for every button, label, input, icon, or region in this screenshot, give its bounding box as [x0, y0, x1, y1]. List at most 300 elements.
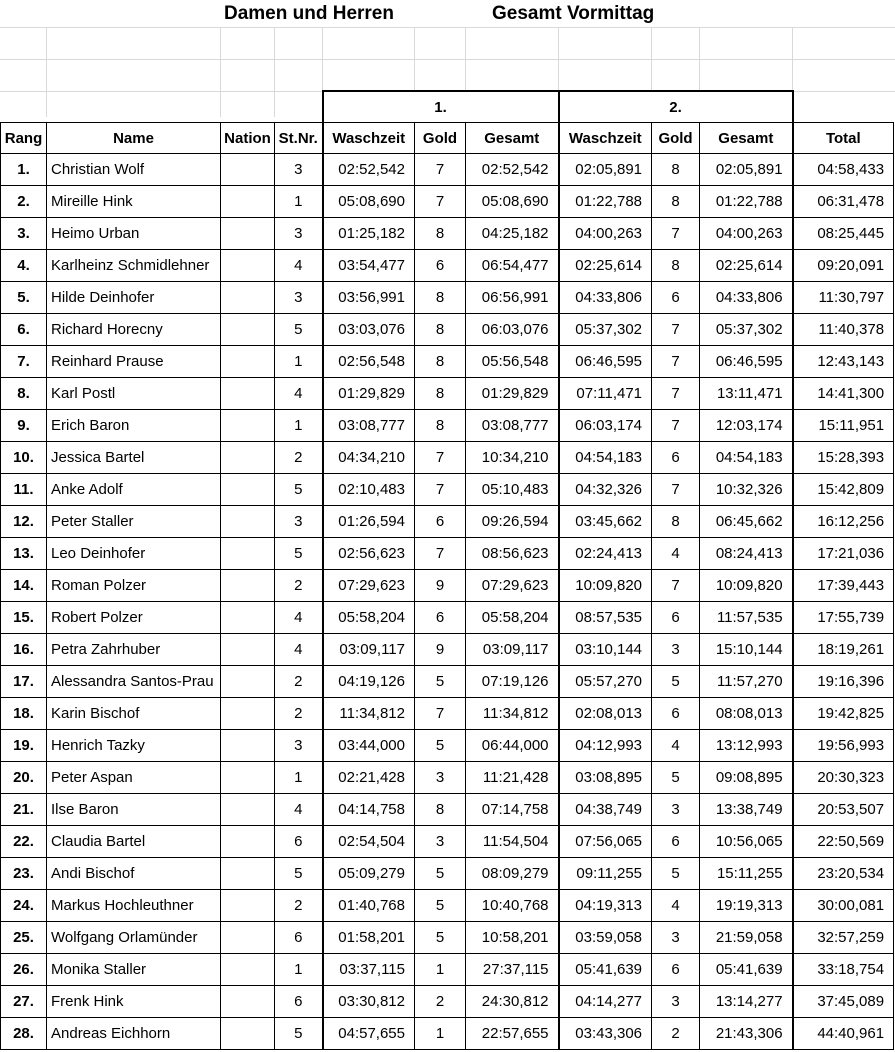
gold-1-cell: 7	[415, 698, 466, 730]
nation-cell	[221, 890, 275, 922]
name-cell: Andreas Eichhorn	[47, 1018, 221, 1050]
gold-2-cell: 7	[652, 474, 700, 506]
header-waschzeit-2: Waschzeit	[559, 123, 652, 154]
waschzeit-1-cell: 11:34,812	[323, 698, 415, 730]
waschzeit-2-cell: 02:25,614	[559, 250, 652, 282]
waschzeit-2-cell: 04:00,263	[559, 218, 652, 250]
waschzeit-2-cell: 09:11,255	[559, 858, 652, 890]
gesamt-1-cell: 06:03,076	[466, 314, 559, 346]
gesamt-1-cell: 05:08,690	[466, 186, 559, 218]
header-stnr: St.Nr.	[275, 123, 323, 154]
waschzeit-1-cell: 03:44,000	[323, 730, 415, 762]
rank-cell: 17.	[1, 666, 47, 698]
name-cell: Christian Wolf	[47, 154, 221, 186]
start-number-cell: 4	[275, 794, 323, 826]
name-cell: Richard Horecny	[47, 314, 221, 346]
total-cell: 12:43,143	[793, 346, 894, 378]
waschzeit-1-cell: 03:03,076	[323, 314, 415, 346]
gesamt-1-cell: 22:57,655	[466, 1018, 559, 1050]
gold-2-cell: 5	[652, 762, 700, 794]
start-number-cell: 5	[275, 474, 323, 506]
nation-cell	[221, 506, 275, 538]
name-cell: Andi Bischof	[47, 858, 221, 890]
start-number-cell: 5	[275, 538, 323, 570]
nation-cell	[221, 410, 275, 442]
total-cell: 17:39,443	[793, 570, 894, 602]
table-row	[1, 602, 894, 634]
rank-cell: 9.	[1, 410, 47, 442]
gesamt-2-cell: 05:41,639	[700, 954, 793, 986]
waschzeit-1-cell: 01:26,594	[323, 506, 415, 538]
gesamt-2-cell: 13:11,471	[700, 378, 793, 410]
gesamt-1-cell: 01:29,829	[466, 378, 559, 410]
nation-cell	[221, 602, 275, 634]
waschzeit-2-cell: 06:03,174	[559, 410, 652, 442]
waschzeit-2-cell: 04:38,749	[559, 794, 652, 826]
waschzeit-2-cell: 02:24,413	[559, 538, 652, 570]
waschzeit-2-cell: 04:12,993	[559, 730, 652, 762]
waschzeit-2-cell: 03:45,662	[559, 506, 652, 538]
total-cell: 04:58,433	[793, 154, 894, 186]
nation-cell	[221, 442, 275, 474]
gesamt-1-cell: 11:34,812	[466, 698, 559, 730]
name-cell: Ilse Baron	[47, 794, 221, 826]
waschzeit-1-cell: 03:56,991	[323, 282, 415, 314]
gesamt-2-cell: 15:11,255	[700, 858, 793, 890]
rank-cell: 5.	[1, 282, 47, 314]
rank-cell: 19.	[1, 730, 47, 762]
header-nation: Nation	[221, 123, 275, 154]
name-cell: Karlheinz Schmidlehner	[47, 250, 221, 282]
gold-2-cell: 8	[652, 506, 700, 538]
waschzeit-2-cell: 04:19,313	[559, 890, 652, 922]
waschzeit-2-cell: 10:09,820	[559, 570, 652, 602]
rank-cell: 15.	[1, 602, 47, 634]
waschzeit-1-cell: 02:54,504	[323, 826, 415, 858]
gold-1-cell: 1	[415, 954, 466, 986]
gesamt-1-cell: 07:14,758	[466, 794, 559, 826]
total-cell: 11:40,378	[793, 314, 894, 346]
gold-2-cell: 8	[652, 154, 700, 186]
waschzeit-1-cell: 01:29,829	[323, 378, 415, 410]
waschzeit-1-cell: 01:58,201	[323, 922, 415, 954]
gold-1-cell: 5	[415, 890, 466, 922]
rank-cell: 11.	[1, 474, 47, 506]
gold-2-cell: 6	[652, 826, 700, 858]
gesamt-2-cell: 10:56,065	[700, 826, 793, 858]
total-cell: 22:50,569	[793, 826, 894, 858]
table-row	[1, 922, 894, 954]
gold-2-cell: 7	[652, 218, 700, 250]
gesamt-1-cell: 27:37,115	[466, 954, 559, 986]
gesamt-2-cell: 09:08,895	[700, 762, 793, 794]
name-cell: Karl Postl	[47, 378, 221, 410]
gold-2-cell: 6	[652, 442, 700, 474]
gold-2-cell: 2	[652, 1018, 700, 1050]
gold-2-cell: 4	[652, 890, 700, 922]
nation-cell	[221, 1018, 275, 1050]
gold-1-cell: 7	[415, 442, 466, 474]
gold-2-cell: 7	[652, 410, 700, 442]
gold-2-cell: 7	[652, 314, 700, 346]
total-cell: 37:45,089	[793, 986, 894, 1018]
table-row	[1, 762, 894, 794]
waschzeit-2-cell: 05:41,639	[559, 954, 652, 986]
gesamt-1-cell: 08:09,279	[466, 858, 559, 890]
total-cell: 17:21,036	[793, 538, 894, 570]
name-cell: Petra Zahrhuber	[47, 634, 221, 666]
total-cell: 17:55,739	[793, 602, 894, 634]
start-number-cell: 1	[275, 954, 323, 986]
waschzeit-2-cell: 04:14,277	[559, 986, 652, 1018]
gold-1-cell: 8	[415, 218, 466, 250]
gesamt-2-cell: 04:54,183	[700, 442, 793, 474]
gesamt-1-cell: 06:44,000	[466, 730, 559, 762]
gesamt-2-cell: 04:33,806	[700, 282, 793, 314]
header-waschzeit-1: Waschzeit	[323, 123, 415, 154]
gold-1-cell: 5	[415, 922, 466, 954]
start-number-cell: 2	[275, 698, 323, 730]
gesamt-1-cell: 05:10,483	[466, 474, 559, 506]
start-number-cell: 2	[275, 666, 323, 698]
start-number-cell: 5	[275, 1018, 323, 1050]
name-cell: Heimo Urban	[47, 218, 221, 250]
nation-cell	[221, 922, 275, 954]
gesamt-2-cell: 06:45,662	[700, 506, 793, 538]
gesamt-2-cell: 08:08,013	[700, 698, 793, 730]
gold-2-cell: 3	[652, 986, 700, 1018]
start-number-cell: 1	[275, 762, 323, 794]
waschzeit-1-cell: 04:34,210	[323, 442, 415, 474]
gold-2-cell: 5	[652, 858, 700, 890]
start-number-cell: 3	[275, 730, 323, 762]
rank-cell: 22.	[1, 826, 47, 858]
table-row	[1, 442, 894, 474]
gesamt-2-cell: 13:12,993	[700, 730, 793, 762]
table-row	[1, 346, 894, 378]
rank-cell: 1.	[1, 154, 47, 186]
total-cell: 19:56,993	[793, 730, 894, 762]
rank-cell: 26.	[1, 954, 47, 986]
total-cell: 15:28,393	[793, 442, 894, 474]
nation-cell	[221, 954, 275, 986]
name-cell: Reinhard Prause	[47, 346, 221, 378]
start-number-cell: 4	[275, 602, 323, 634]
gesamt-2-cell: 10:32,326	[700, 474, 793, 506]
nation-cell	[221, 570, 275, 602]
name-cell: Frenk Hink	[47, 986, 221, 1018]
table-row	[1, 378, 894, 410]
gesamt-1-cell: 05:58,204	[466, 602, 559, 634]
table-row	[1, 506, 894, 538]
nation-cell	[221, 250, 275, 282]
waschzeit-1-cell: 05:08,690	[323, 186, 415, 218]
gesamt-1-cell: 10:58,201	[466, 922, 559, 954]
start-number-cell: 6	[275, 922, 323, 954]
header-gold-1: Gold	[415, 123, 466, 154]
round-2-label: 2.	[559, 91, 793, 123]
start-number-cell: 6	[275, 986, 323, 1018]
gesamt-1-cell: 11:21,428	[466, 762, 559, 794]
start-number-cell: 4	[275, 250, 323, 282]
gesamt-1-cell: 11:54,504	[466, 826, 559, 858]
name-cell: Roman Polzer	[47, 570, 221, 602]
gesamt-1-cell: 08:56,623	[466, 538, 559, 570]
header-gold-2: Gold	[652, 123, 700, 154]
gesamt-2-cell: 10:09,820	[700, 570, 793, 602]
rank-cell: 18.	[1, 698, 47, 730]
table-row	[1, 570, 894, 602]
total-cell: 23:20,534	[793, 858, 894, 890]
total-cell: 15:11,951	[793, 410, 894, 442]
gesamt-2-cell: 06:46,595	[700, 346, 793, 378]
rank-cell: 21.	[1, 794, 47, 826]
header-gesamt-2: Gesamt	[700, 123, 793, 154]
page-title-right: Gesamt Vormittag	[492, 3, 655, 24]
nation-cell	[221, 730, 275, 762]
waschzeit-1-cell: 04:14,758	[323, 794, 415, 826]
total-cell: 06:31,478	[793, 186, 894, 218]
gold-2-cell: 7	[652, 346, 700, 378]
waschzeit-2-cell: 01:22,788	[559, 186, 652, 218]
rank-cell: 24.	[1, 890, 47, 922]
start-number-cell: 2	[275, 570, 323, 602]
rank-cell: 14.	[1, 570, 47, 602]
nation-cell	[221, 826, 275, 858]
nation-cell	[221, 218, 275, 250]
name-cell: Mireille Hink	[47, 186, 221, 218]
rank-cell: 13.	[1, 538, 47, 570]
total-cell: 33:18,754	[793, 954, 894, 986]
waschzeit-1-cell: 03:30,812	[323, 986, 415, 1018]
nation-cell	[221, 986, 275, 1018]
waschzeit-1-cell: 01:25,182	[323, 218, 415, 250]
gold-2-cell: 3	[652, 634, 700, 666]
nation-cell	[221, 378, 275, 410]
gold-2-cell: 8	[652, 186, 700, 218]
nation-cell	[221, 346, 275, 378]
waschzeit-2-cell: 05:37,302	[559, 314, 652, 346]
gesamt-1-cell: 24:30,812	[466, 986, 559, 1018]
name-cell: Alessandra Santos-Prau	[47, 666, 221, 698]
waschzeit-1-cell: 05:58,204	[323, 602, 415, 634]
nation-cell	[221, 474, 275, 506]
waschzeit-1-cell: 02:56,623	[323, 538, 415, 570]
total-cell: 19:42,825	[793, 698, 894, 730]
header-total: Total	[793, 123, 894, 154]
start-number-cell: 5	[275, 858, 323, 890]
table-row	[1, 474, 894, 506]
gesamt-1-cell: 04:25,182	[466, 218, 559, 250]
name-cell: Robert Polzer	[47, 602, 221, 634]
gold-2-cell: 3	[652, 922, 700, 954]
page-title-left: Damen und Herren	[224, 3, 394, 24]
name-cell: Jessica Bartel	[47, 442, 221, 474]
gold-2-cell: 4	[652, 730, 700, 762]
gold-1-cell: 8	[415, 314, 466, 346]
waschzeit-2-cell: 02:08,013	[559, 698, 652, 730]
table-row	[1, 730, 894, 762]
nation-cell	[221, 282, 275, 314]
gesamt-1-cell: 07:19,126	[466, 666, 559, 698]
rank-cell: 23.	[1, 858, 47, 890]
table-row	[1, 282, 894, 314]
gold-1-cell: 8	[415, 282, 466, 314]
table-row	[1, 666, 894, 698]
header-name: Name	[47, 123, 221, 154]
gold-1-cell: 8	[415, 794, 466, 826]
gold-1-cell: 5	[415, 858, 466, 890]
gesamt-2-cell: 11:57,535	[700, 602, 793, 634]
table-row	[1, 186, 894, 218]
rank-cell: 28.	[1, 1018, 47, 1050]
waschzeit-1-cell: 05:09,279	[323, 858, 415, 890]
gesamt-2-cell: 15:10,144	[700, 634, 793, 666]
waschzeit-2-cell: 05:57,270	[559, 666, 652, 698]
waschzeit-1-cell: 07:29,623	[323, 570, 415, 602]
gesamt-2-cell: 13:14,277	[700, 986, 793, 1018]
table-row	[1, 218, 894, 250]
start-number-cell: 5	[275, 314, 323, 346]
gold-2-cell: 4	[652, 538, 700, 570]
gold-2-cell: 6	[652, 602, 700, 634]
gold-1-cell: 7	[415, 186, 466, 218]
nation-cell	[221, 698, 275, 730]
waschzeit-2-cell: 02:05,891	[559, 154, 652, 186]
gold-1-cell: 6	[415, 602, 466, 634]
table-row	[1, 634, 894, 666]
waschzeit-1-cell: 02:21,428	[323, 762, 415, 794]
total-cell: 14:41,300	[793, 378, 894, 410]
table-row	[1, 410, 894, 442]
waschzeit-1-cell: 01:40,768	[323, 890, 415, 922]
total-cell: 30:00,081	[793, 890, 894, 922]
gesamt-1-cell: 07:29,623	[466, 570, 559, 602]
waschzeit-1-cell: 04:19,126	[323, 666, 415, 698]
waschzeit-2-cell: 03:43,306	[559, 1018, 652, 1050]
gesamt-2-cell: 01:22,788	[700, 186, 793, 218]
gesamt-2-cell: 19:19,313	[700, 890, 793, 922]
waschzeit-2-cell: 07:56,065	[559, 826, 652, 858]
rank-cell: 27.	[1, 986, 47, 1018]
name-cell: Markus Hochleuthner	[47, 890, 221, 922]
start-number-cell: 1	[275, 186, 323, 218]
name-cell: Anke Adolf	[47, 474, 221, 506]
rank-cell: 10.	[1, 442, 47, 474]
waschzeit-2-cell: 06:46,595	[559, 346, 652, 378]
gold-2-cell: 7	[652, 378, 700, 410]
gesamt-1-cell: 02:52,542	[466, 154, 559, 186]
waschzeit-1-cell: 03:08,777	[323, 410, 415, 442]
waschzeit-1-cell: 02:10,483	[323, 474, 415, 506]
waschzeit-2-cell: 03:08,895	[559, 762, 652, 794]
start-number-cell: 4	[275, 378, 323, 410]
gesamt-2-cell: 12:03,174	[700, 410, 793, 442]
nation-cell	[221, 762, 275, 794]
header-rang: Rang	[1, 123, 47, 154]
rank-cell: 16.	[1, 634, 47, 666]
gesamt-1-cell: 10:40,768	[466, 890, 559, 922]
nation-cell	[221, 634, 275, 666]
gold-1-cell: 7	[415, 538, 466, 570]
gesamt-1-cell: 10:34,210	[466, 442, 559, 474]
start-number-cell: 6	[275, 826, 323, 858]
results-table	[0, 90, 894, 1050]
total-cell: 44:40,961	[793, 1018, 894, 1050]
rank-cell: 6.	[1, 314, 47, 346]
start-number-cell: 3	[275, 218, 323, 250]
total-cell: 32:57,259	[793, 922, 894, 954]
nation-cell	[221, 154, 275, 186]
gold-1-cell: 7	[415, 474, 466, 506]
gesamt-1-cell: 03:09,117	[466, 634, 559, 666]
start-number-cell: 3	[275, 506, 323, 538]
waschzeit-2-cell: 04:33,806	[559, 282, 652, 314]
round-1-label: 1.	[323, 91, 559, 123]
gesamt-1-cell: 09:26,594	[466, 506, 559, 538]
gold-2-cell: 6	[652, 282, 700, 314]
table-row	[1, 314, 894, 346]
name-cell: Monika Staller	[47, 954, 221, 986]
waschzeit-2-cell: 03:10,144	[559, 634, 652, 666]
gesamt-2-cell: 21:43,306	[700, 1018, 793, 1050]
start-number-cell: 3	[275, 282, 323, 314]
gesamt-2-cell: 02:25,614	[700, 250, 793, 282]
gold-2-cell: 5	[652, 666, 700, 698]
header-gesamt-1: Gesamt	[466, 123, 559, 154]
gold-1-cell: 9	[415, 634, 466, 666]
total-cell: 09:20,091	[793, 250, 894, 282]
table-row	[1, 890, 894, 922]
table-row	[1, 250, 894, 282]
nation-cell	[221, 314, 275, 346]
table-row	[1, 954, 894, 986]
rank-cell: 25.	[1, 922, 47, 954]
waschzeit-2-cell: 03:59,058	[559, 922, 652, 954]
total-cell: 18:19,261	[793, 634, 894, 666]
waschzeit-1-cell: 02:56,548	[323, 346, 415, 378]
rank-cell: 8.	[1, 378, 47, 410]
table-row	[1, 698, 894, 730]
total-cell: 11:30,797	[793, 282, 894, 314]
gesamt-2-cell: 05:37,302	[700, 314, 793, 346]
table-row	[1, 1018, 894, 1050]
start-number-cell: 2	[275, 442, 323, 474]
name-cell: Erich Baron	[47, 410, 221, 442]
gold-1-cell: 8	[415, 346, 466, 378]
name-cell: Peter Staller	[47, 506, 221, 538]
start-number-cell: 1	[275, 346, 323, 378]
gesamt-2-cell: 11:57,270	[700, 666, 793, 698]
table-row	[1, 538, 894, 570]
column-header-row	[1, 123, 894, 154]
gold-1-cell: 5	[415, 730, 466, 762]
gesamt-1-cell: 03:08,777	[466, 410, 559, 442]
name-cell: Claudia Bartel	[47, 826, 221, 858]
gold-1-cell: 3	[415, 826, 466, 858]
rank-cell: 12.	[1, 506, 47, 538]
nation-cell	[221, 186, 275, 218]
gold-1-cell: 6	[415, 250, 466, 282]
total-cell: 19:16,396	[793, 666, 894, 698]
start-number-cell: 3	[275, 154, 323, 186]
gold-1-cell: 1	[415, 1018, 466, 1050]
gold-1-cell: 6	[415, 506, 466, 538]
waschzeit-2-cell: 04:54,183	[559, 442, 652, 474]
name-cell: Hilde Deinhofer	[47, 282, 221, 314]
gold-1-cell: 5	[415, 666, 466, 698]
rank-cell: 4.	[1, 250, 47, 282]
